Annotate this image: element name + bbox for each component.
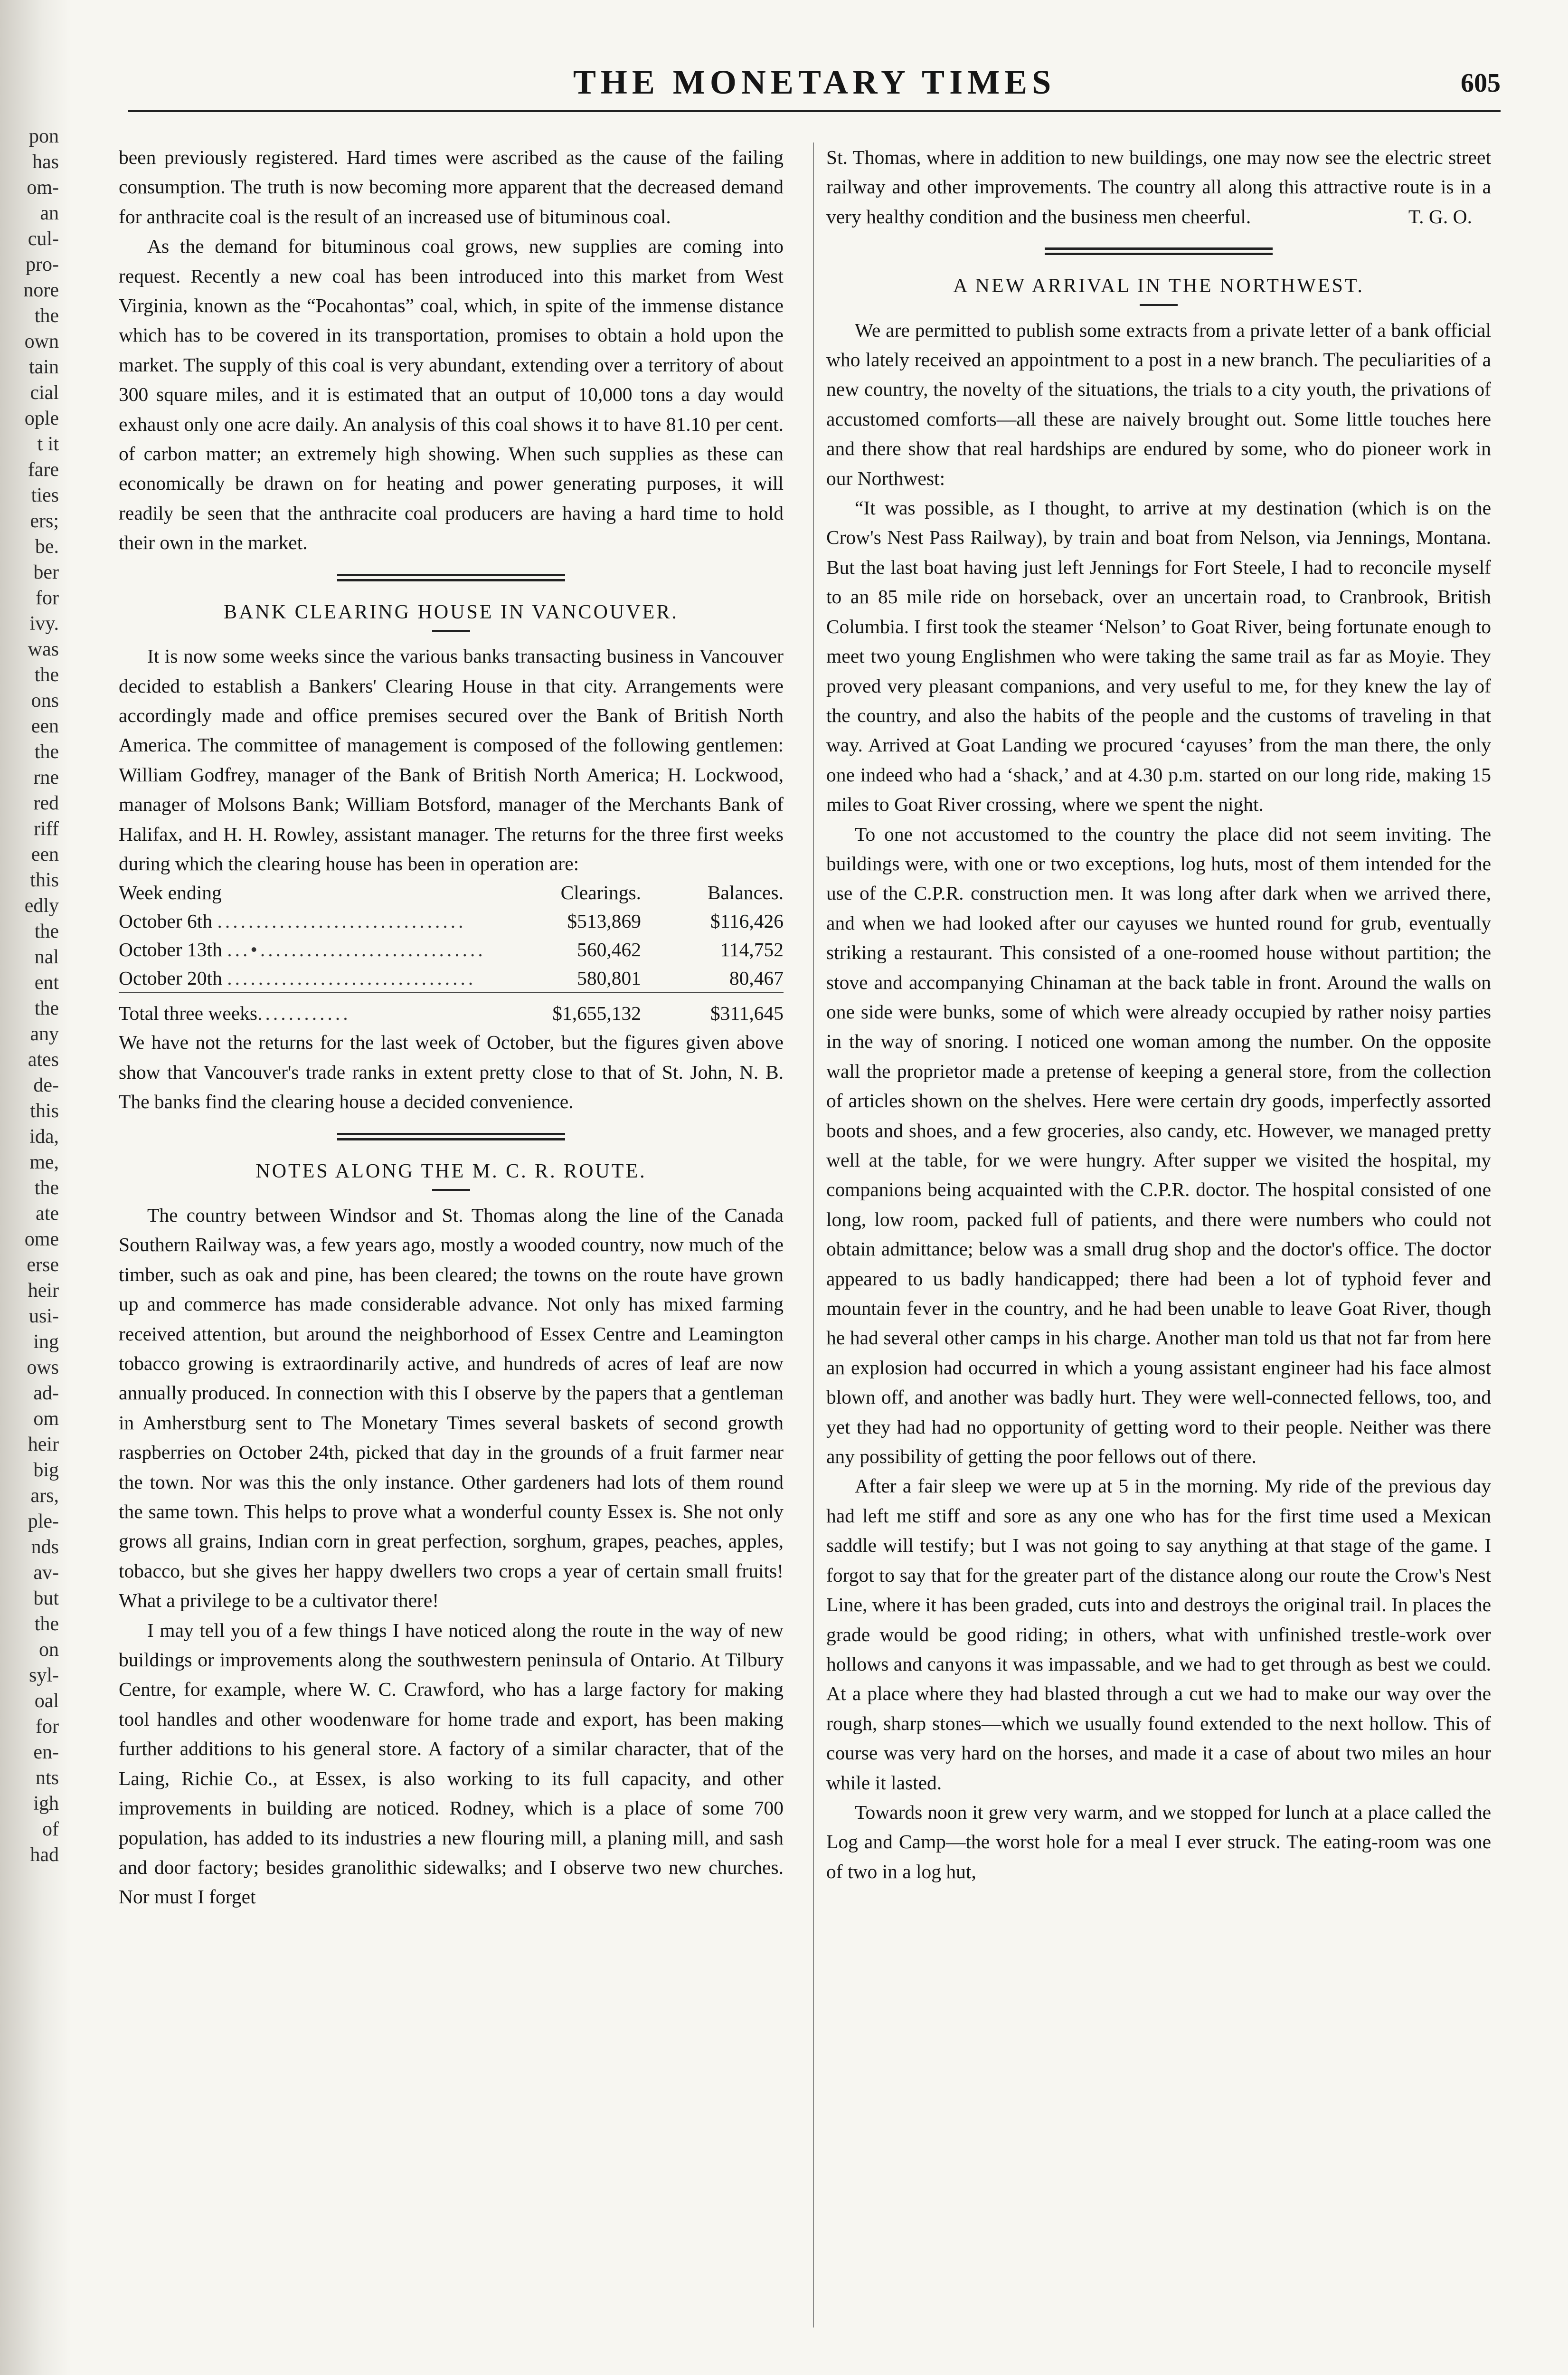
gutter-fragment: had <box>30 1844 59 1866</box>
mcr-paragraph: I may tell you of a few things I have noticed along the route in the way of new buildings or improvements along the southwestern peninsula of Ontario. At Tilbury Centre, for example, where W. C. Crawford, who has a large factory for making tool handles and other woodenware for home trade and export, has been making further additions to his general store. A factory of a similar character, that of the Laing, Richie Co., at Essex, is also working to its full capacity, and other improvements in building are noticed. Rodney, which is a place of some 700 population, has added to its industries a new flouring mill, a planing mill, and sash and door factory; besides granolithic sidewalks; and I observe two new churches. Nor must I forget <box>119 1619 784 1908</box>
mcr-closing-paragraph <box>826 142 1491 231</box>
gutter-fragment: heir <box>28 1434 59 1455</box>
section-divider <box>119 574 784 581</box>
vancouver-paragraph: It is now some weeks since the various banks transacting business in Vancouver decided to establish a Bankers' Clearing House in that city. Arrangements were accordingly made and office premises secured over the Bank of British North America. The committee of management is composed of the following gentlemen: William Godfrey, manager of the Bank of British North America; H. Lockwood, manager of Molsons Bank; William Botsford, manager of the Merchants Bank of Halifax, and H. H. Rowley, assistant manager. The returns for the three first weeks during which the clearing house has been in operation are: <box>119 645 784 874</box>
total-rule <box>119 993 784 999</box>
table-row <box>119 935 784 964</box>
section-title-northwest: A NEW ARRIVAL IN THE NORTHWEST. <box>953 275 1364 297</box>
gutter-fragment: cial <box>30 382 59 404</box>
masthead: THE MONETARY TIMES <box>573 63 1056 101</box>
title-rule <box>432 1189 470 1191</box>
gutter-fragment: rne <box>33 767 59 788</box>
gutter-fragment: ties <box>31 484 59 506</box>
week-label: October 13th <box>119 939 222 961</box>
dot-leader: ................................ <box>217 910 466 932</box>
gutter-fragment: ate <box>36 1203 59 1225</box>
page-header <box>128 61 1501 132</box>
column-divider <box>813 142 814 2328</box>
table-row <box>119 964 784 993</box>
title-rule <box>432 630 470 632</box>
balances-value: 114,752 <box>720 939 784 961</box>
gutter-fragment: nts <box>35 1767 59 1789</box>
gutter-fragment: fare <box>28 459 59 481</box>
gutter-fragment: nds <box>31 1536 59 1558</box>
balances-value: $116,426 <box>710 910 784 932</box>
mcr-closing-text: St. Thomas, where in addition to new buildings, one may now see the electric street railway and other improvements. The country all along this attractive route is in a very healthy condition and the business men cheerful. <box>826 146 1491 228</box>
vancouver-closing-paragraph: We have not the returns for the last week of October, but the figures given above show that Vancouver's trade ranks in extent pretty close to that of St. John, N. B. The banks find the clearing house a decided convenience. <box>119 1031 784 1113</box>
right-column <box>826 142 1491 1886</box>
total-label: Total three weeks <box>119 1002 258 1025</box>
section-title-mcr-route: NOTES ALONG THE M. C. R. ROUTE. <box>255 1160 647 1182</box>
table-total-row <box>119 999 784 1027</box>
gutter-fragment: cul- <box>28 228 59 250</box>
gutter-fragment: ople <box>24 408 59 429</box>
gutter-fragment: of <box>42 1818 59 1840</box>
double-rule <box>1045 247 1273 255</box>
gutter-fragment: edly <box>24 895 59 917</box>
week-ending-label: Week ending <box>119 882 222 904</box>
gutter-fragment: een <box>31 715 59 737</box>
balances-value: 80,467 <box>729 967 784 989</box>
gutter-fragment: has <box>32 151 59 173</box>
gutter-fragment: t it <box>37 433 59 455</box>
section-divider <box>826 247 1491 255</box>
gutter-fragment: was <box>28 638 59 660</box>
gutter-fragment: ple- <box>28 1510 59 1532</box>
gutter-fragment: the <box>34 921 59 942</box>
gutter-fragment: pro- <box>26 254 59 276</box>
week-label: October 20th <box>119 967 222 989</box>
letter-paragraph: Towards noon it grew very warm, and we stopped for lunch at a place called the Log and Camp—the worst hole for a meal I ever struck. The eating-room was one of two in a log hut, <box>826 1801 1491 1882</box>
clearings-value: 560,462 <box>577 939 641 961</box>
double-rule <box>337 574 565 581</box>
letter-paragraph: To one not accustomed to the country the place did not seem inviting. The buildings were, with one or two exceptions, log huts, most of them intended for the use of the C.P.R. construction men. It was long after dark when we arrived there, and when we had looked after our cayuses we hunted round for grub, eventually striking a restaurant. This consisted of a one-roomed house without partition; the stove and accompanying Chinaman at the back table in front. Around the walls on one side were bunks, some of which were already occupied by rather noisy parties in the way of snoring. I noticed one woman among the number. On the opposite wall the proprietor made a pretense of keeping a general store, from the collection of articles shown on the shelves. Here were certain dry goods, imperfectly assorted boots and shoes, and a few groceries, also candy, etc. However, we managed pretty well at the table, for we were hungry. After supper we visited the hospital, my companions being acquainted with the C.P.R. doctor. The hospital consisted of one long, low room, packed full of patients, and there were numbers who could not obtain admittance; below was a small drug shop and the doctor's office. The doctor appeared to us badly handicapped; there had been a lot of typhoid fever and mountain fever in the country, and he had been unable to leave Goat River, though he had several other camps in his charge. Another man told us that not far from here an explosion had occurred in which a young assistant engineer had his face almost blown off, and another was badly hurt. They were well-connected fellows, too, and yet they had had no opportunity of getting word to their people. Neither was there any possibility of getting the poor fellows out of there. <box>826 823 1491 1468</box>
dot-leader: ............ <box>257 1002 351 1025</box>
gutter-fragment: for <box>36 1716 59 1738</box>
mcr-paragraph: The country between Windsor and St. Thomas along the line of the Canada Southern Railway was, a few years ago, mostly a wooded country, now much of the timber, such as oak and pine, has been cleared; the towns on the route have grown up and commerce has made considerable advance. Not only has mixed farming received attention, but around the neighborhood of Essex Centre and Leamington tobacco growing is extraordinarily active, and hundreds of acres of leaf are now annually produced. In connection with this I observe by the papers that a gentleman in Amherstburg sent to The Monetary Times several baskets of second growth raspberries on October 24th, picked that day in the grounds of a fruit farmer near the town. Nor was this the only instance. Other gardeners had lots of them round the same town. This helps to prove what a wonderful county Essex is. She not only grows all grains, Indian corn in great perfection, sorghum, grapes, peaches, apples, tobacco, but she gives her happy dwellers two crops a year of certain small fruits! What a privilege to be a cultivator there! <box>119 1204 784 1612</box>
gutter-fragment: ers; <box>30 510 59 532</box>
gutter-fragment: ing <box>33 1331 59 1353</box>
left-column <box>119 142 784 1912</box>
letter-paragraph: “It was possible, as I thought, to arrive at my destination (which is on the Crow's Nest Pass Railway), by train and boat from Nelson, via Jennings, Montana. But the last boat having just left Jennings for Fort Steele, I had to reconcile myself to an 85 mile ride on horseback, over an uncertain road, to Cranbrook, British Columbia. I first took the steamer ‘Nelson’ to Goat River, being fortunate enough to meet two young Englishmen who were taking the same trail as far as Moyie. They proved very pleasant companions, and very useful to me, for they knew the lay of the country, and also the habits of the people and the customs of traveling in that way. Arrived at Goat Landing we procured ‘cayuses’ from the man there, the only one indeed who had a ‘shack,’ and at 4.30 p.m. started on our long ride, making 15 miles to Goat River crossing, where we spent the night. <box>826 497 1491 816</box>
gutter-fragment: ons <box>31 690 59 712</box>
gutter-fragment: the <box>34 305 59 327</box>
gutter-fragment: tain <box>29 356 59 378</box>
dot-leader: ...•............................. <box>227 939 486 961</box>
letter-paragraph: After a fair sleep we were up at 5 in the morning. My ride of the previous day had left me stiff and sore as any one who has for the first time used a Mexican saddle will testify; but I was not going to say anything at that stage of the game. I forgot to say that for the greater part of the distance along our route the Crow's Nest Line, where it has been graded, cuts into and destroys the original trail. In places the grade would be good riding; in others, what with unfinished trestle-work over hollows and canyons it was impassable, and we had to get through as best we could. At a place where they had blasted through a cut we had to make our way over the rough, sharp stones—which we usually found extended to the next hollow. This of course was very hard on the horses, and made it a case of about two miles an hour while it lasted. <box>826 1475 1491 1794</box>
binding-gutter <box>0 0 71 2375</box>
balances-header: Balances. <box>707 882 784 904</box>
table-header-row <box>119 878 784 907</box>
page-number: 605 <box>1461 68 1501 98</box>
week-label: October 6th <box>119 910 213 932</box>
gutter-fragment: big <box>33 1459 59 1481</box>
gutter-fragment: this <box>30 1100 59 1122</box>
coal-paragraph-continued: been previously registered. Hard times were ascribed as the cause of the failing consumption. The truth is now becoming more apparent that the decreased demand for anthracite coal is the result of an increased use of bituminous coal. <box>119 146 784 228</box>
gutter-fragment: een <box>31 844 59 865</box>
gutter-fragment: riff <box>34 818 59 840</box>
total-clearings: $1,655,132 <box>552 1002 641 1025</box>
clearings-value: $513,869 <box>567 910 641 932</box>
gutter-fragment: ows <box>27 1357 59 1378</box>
gutter-fragment: om <box>33 1408 59 1430</box>
gutter-fragment: pon <box>29 125 59 147</box>
clearings-header: Clearings. <box>560 882 641 904</box>
northwest-intro-paragraph: We are permitted to publish some extracts from a private letter of a bank official who lately received an appointment to a post in a new branch. The peculiarities of a new country, the novelty of the situations, the trials to a city youth, the privations of accustomed comforts—all these are naively brought out. Some little touches here and there show that real hardships are endured by some, who do pioneer work in our Northwest: <box>826 319 1491 489</box>
gutter-fragment: red <box>33 792 59 814</box>
gutter-fragment: be. <box>35 536 59 558</box>
clearings-value: 580,801 <box>577 967 641 989</box>
gutter-fragment: ad- <box>33 1382 59 1404</box>
author-signature: T. G. O. <box>1408 205 1472 228</box>
section-title-vancouver: BANK CLEARING HOUSE IN VANCOUVER. <box>224 601 679 623</box>
gutter-fragment: but <box>33 1587 59 1609</box>
gutter-fragment: me, <box>29 1151 59 1173</box>
gutter-fragment: ivy. <box>29 613 59 635</box>
gutter-fragment: the <box>34 1613 59 1635</box>
gutter-fragment: the <box>34 998 59 1019</box>
gutter-fragment: nore <box>23 279 59 301</box>
dot-leader: ................................ <box>227 967 476 989</box>
gutter-fragment: ars, <box>30 1485 59 1507</box>
facing-page-fragments <box>2 124 59 1868</box>
gutter-fragment: an <box>40 202 59 224</box>
gutter-fragment: usi- <box>29 1305 59 1327</box>
gutter-fragment: the <box>34 1177 59 1199</box>
clearings-table <box>119 878 784 1027</box>
gutter-fragment: own <box>24 331 59 352</box>
gutter-fragment: de- <box>33 1074 59 1096</box>
gutter-fragment: ida, <box>29 1126 59 1148</box>
gutter-fragment: the <box>34 664 59 686</box>
gutter-fragment: syl- <box>29 1664 59 1686</box>
gutter-fragment: av- <box>33 1562 59 1584</box>
gutter-fragment: any <box>30 1023 59 1045</box>
table-row <box>119 907 784 935</box>
gutter-fragment: om- <box>27 177 59 199</box>
gutter-fragment: ome <box>24 1228 59 1250</box>
gutter-fragment: for <box>36 587 59 609</box>
coal-paragraph: As the demand for bituminous coal grows, new supplies are coming into request. Recently a new coal has been introduced into this market from West Virginia, known as the “Pocahontas” coal, which, in spite of the immense distance which has to be covered in its transportation, promises to obtain a hold upon the market. The supply of this coal is very abundant, extending over a territory of about 300 square miles, and it is estimated that an output of 10,000 tons a day would exhaust only one acre daily. An analysis of this coal shows it to have 81.10 per cent. of carbon matter; an extremely high showing. When such supplies as these can economically be drawn on for heating and power generating purposes, it will readily be seen that the anthracite coal producers are having a hard time to hold their own in the market. <box>119 235 784 554</box>
gutter-fragment: heir <box>28 1280 59 1302</box>
gutter-fragment: this <box>30 869 59 891</box>
gutter-fragment: ber <box>33 561 59 583</box>
section-divider <box>119 1133 784 1140</box>
header-rule <box>128 110 1501 112</box>
gutter-fragment: oal <box>34 1690 59 1712</box>
gutter-fragment: the <box>34 741 59 763</box>
gutter-fragment: ent <box>34 972 59 994</box>
gutter-fragment: erse <box>27 1254 59 1276</box>
double-rule <box>337 1133 565 1140</box>
gutter-fragment: igh <box>33 1793 59 1814</box>
title-rule <box>1140 304 1178 306</box>
gutter-fragment: on <box>39 1639 59 1661</box>
gutter-fragment: ates <box>28 1049 59 1071</box>
total-balances: $311,645 <box>710 1002 784 1025</box>
gutter-fragment: en- <box>33 1741 59 1763</box>
gutter-fragment: nal <box>34 946 59 968</box>
